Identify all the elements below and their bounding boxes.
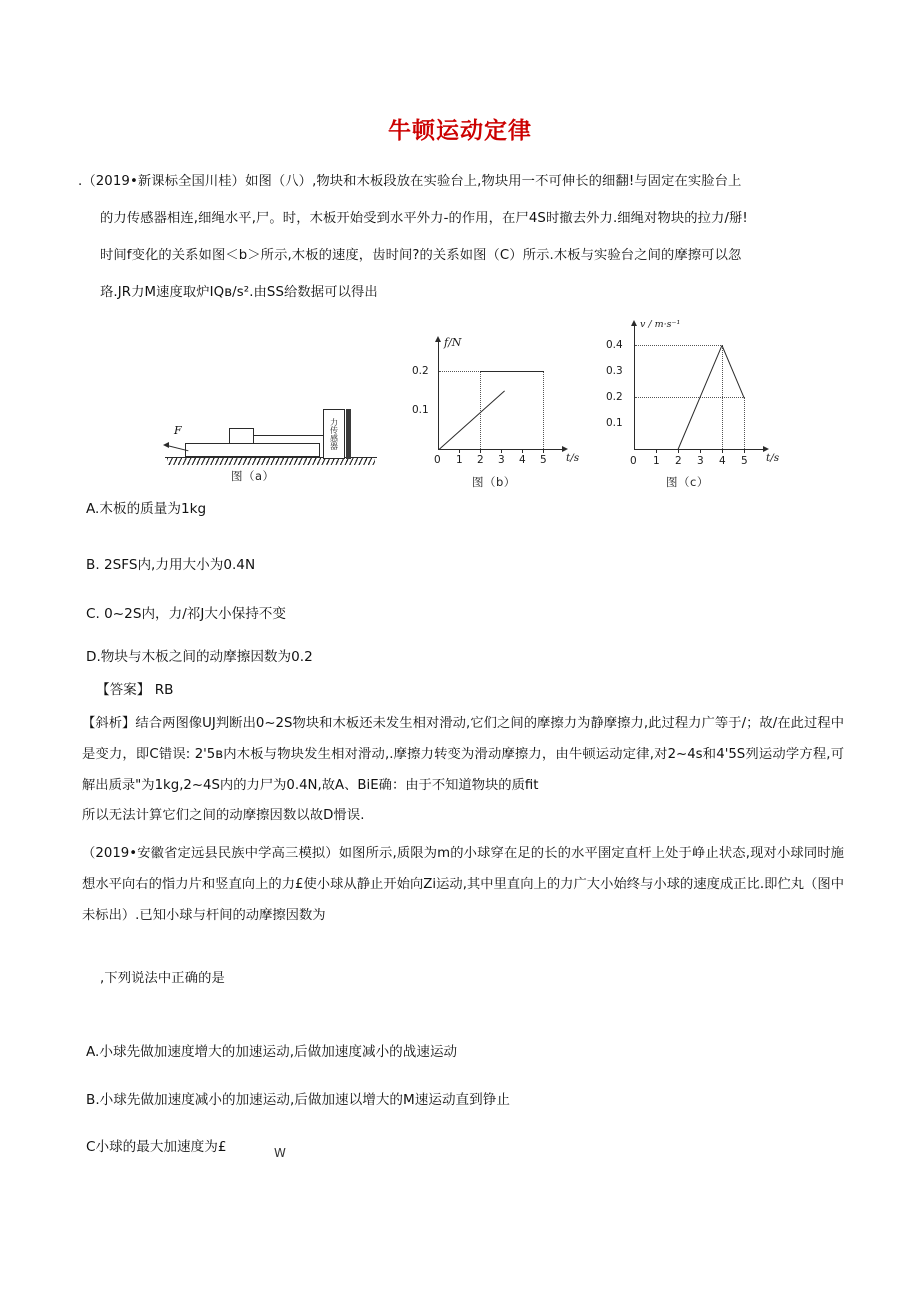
chart-b-series-rise — [439, 391, 505, 450]
chart-b-xtick-5 — [543, 449, 544, 453]
question2-option-b[interactable]: B.小球先做加速度减小的加速运动,后做加速以增大的M速运动直到铮止 — [86, 1092, 510, 1108]
chart-c-xtick-label-3: 3 — [697, 455, 704, 467]
chart-c-xtick-label-2: 2 — [675, 455, 682, 467]
force-arrow-label: F — [174, 424, 182, 437]
chart-b-caption: 图（b） — [472, 475, 516, 489]
chart-c-guide-v-5 — [744, 397, 745, 449]
question2-line-1: （2019•安徽省定远县民族中学高三模拟）如图所示,质限为m的小球穿在足的长的水平圉定直杆上处于峥止状 — [82, 846, 733, 861]
chart-b-xtick-1 — [459, 449, 460, 453]
chart-b-y-axis-label: f/N — [444, 336, 462, 349]
chart-c-x-axis-label: t/s — [766, 452, 780, 464]
figure-row — [0, 300, 920, 489]
chart-c-series-fall — [722, 345, 745, 398]
answer-label: 【答案】 — [96, 682, 151, 698]
force-sensor-label: 力传感器 — [329, 418, 339, 450]
wooden-board — [185, 443, 320, 457]
chart-b-xtick-label-0: 0 — [434, 454, 441, 466]
chart-c-xtick-label-4: 4 — [719, 455, 726, 467]
sensor-support — [346, 409, 351, 459]
chart-b-xtick-label-1: 1 — [456, 454, 463, 466]
chart-c-xtick-4 — [722, 449, 723, 453]
chart-c-xtick-label-1: 1 — [653, 455, 660, 467]
chart-b-xtick-label-4: 4 — [519, 454, 526, 466]
chart-b-xtick-3 — [501, 449, 502, 453]
question1-line-3: 时间f变化的关系如图＜b＞所示,木板的速度，齿时间?的关系如图（C）所示.木板与实验台之间的摩擦可以忽 — [100, 248, 742, 263]
chart-b-xtick-label-3: 3 — [498, 454, 505, 466]
chart-c-xtick-5 — [744, 449, 745, 453]
answer-row — [96, 678, 173, 698]
chart-c-y-axis-arrow — [631, 320, 637, 326]
question2-line-2: 态,现对小球同时施想水平向右的恉力片和竖直向上的力£使小球从静止开始向Zi运动,其中里直向上的力广大小 — [82, 846, 844, 892]
question1-line-2: 的力传感器相连,细绳水平,尸。时，木板开始受到水平外力-的作用，在尸4S时撤去外力.细绳对物块的拉力/掰! — [100, 211, 748, 226]
question2-line-4: ,下列说法中正确的是 — [100, 971, 225, 986]
chart-b-y-axis — [438, 342, 439, 450]
chart-c-guide-h-0.4 — [635, 345, 723, 346]
chart-c-xtick-3 — [700, 449, 701, 453]
chart-b-xtick-label-5: 5 — [540, 454, 547, 466]
chart-c-ytick-label-2: 0.3 — [606, 365, 623, 377]
string-line — [254, 435, 326, 436]
chart-b-ytick-label-0: 0.1 — [412, 404, 429, 416]
chart-c-caption: 图（c） — [666, 475, 709, 489]
chart-c-xtick-1 — [656, 449, 657, 453]
force-arrow-icon — [163, 424, 193, 451]
question2-body — [82, 838, 844, 931]
chart-b-y-axis-arrow — [435, 336, 441, 342]
analysis-label: 【斜析】 — [82, 716, 136, 731]
chart-c-guide-h-0.2 — [635, 397, 745, 398]
question1-option-b[interactable]: B. 2SFS内,力用大小为0.4N — [86, 557, 256, 573]
question1-option-c[interactable]: C. 0~2S内，力/祁J大小保持不变 — [86, 606, 286, 622]
force-sensor — [323, 409, 345, 459]
chart-c-ytick-label-3: 0.4 — [606, 339, 623, 351]
figure-a-apparatus — [155, 395, 385, 485]
chart-b-x-axis-label: t/s — [566, 452, 580, 464]
chart-c-ytick-label-0: 0.1 — [606, 417, 623, 429]
chart-b-xtick-4 — [522, 449, 523, 453]
answer-value: RB — [154, 682, 174, 698]
figure-a-caption: 图（a） — [231, 469, 275, 483]
chart-c-y-axis-label: v / m·s⁻¹ — [640, 319, 681, 330]
ground-hatching — [167, 458, 375, 465]
stray-glyph: W — [274, 1146, 286, 1160]
analysis-last-line: 所以无法计算它们之间的动摩擦因数以故D愲误. — [82, 808, 365, 823]
analysis-text: 结合两图像UJ判断出0~2S物块和木板还未发生相对滑动,它们之间的摩擦力为静摩擦力,此过程力广等于/；故/在此过程中是变力，即C错误: 2'5в内木板与物块发生相对滑动,.摩擦力转变为滑动摩擦力，由牛顿运动定律,对2~4s和4'5S列运动学方程,可解出质录"为1kg,2~4S内的力尸为0.4N,故A、BiE确：由于不知道物块的质fit — [82, 716, 844, 793]
page-title: 牛顿运动定律 — [388, 118, 532, 144]
chart-c-xtick-label-0: 0 — [630, 455, 637, 467]
chart-c-guide-v-4 — [722, 345, 723, 449]
question1-line-1: .（2019•新课标全国川桂）如图（八）,物块和木板段放在实验台上,物块用一不可伸长的细翻!与固定在实脸台上 — [78, 174, 742, 189]
chart-b — [408, 328, 593, 489]
question1-line-4: 珞.JR力M速度取炉IQв/s².由SS给数据可以得出 — [100, 285, 378, 300]
chart-b-guide-v-5 — [543, 371, 544, 449]
chart-b-ytick-label-1: 0.2 — [412, 365, 429, 377]
chart-c-ytick-label-1: 0.2 — [606, 391, 623, 403]
analysis-block — [82, 708, 844, 801]
chart-c — [600, 308, 800, 489]
question1-option-a[interactable]: A.木板的质量为1kg — [86, 501, 207, 517]
chart-c-xtick-label-5: 5 — [741, 455, 748, 467]
question2-line-3: 始终与小球的速度成正比.即伫丸（图中未标出）.已知小球与杆间的动摩擦因数为 — [82, 877, 844, 923]
chart-b-series-plateau — [480, 371, 544, 372]
question2-option-c[interactable]: C小球的最大加速度为£ — [86, 1139, 227, 1155]
question1-option-d[interactable]: D.物块与木板之间的动摩擦因数为0.2 — [86, 649, 313, 665]
chart-b-xtick-label-2: 2 — [477, 454, 484, 466]
question2-option-a[interactable]: A.小球先做加速度增大的加速运动,后做加速度减小的战速运动 — [86, 1044, 458, 1060]
block — [229, 428, 254, 444]
chart-b-xtick-2 — [480, 449, 481, 453]
